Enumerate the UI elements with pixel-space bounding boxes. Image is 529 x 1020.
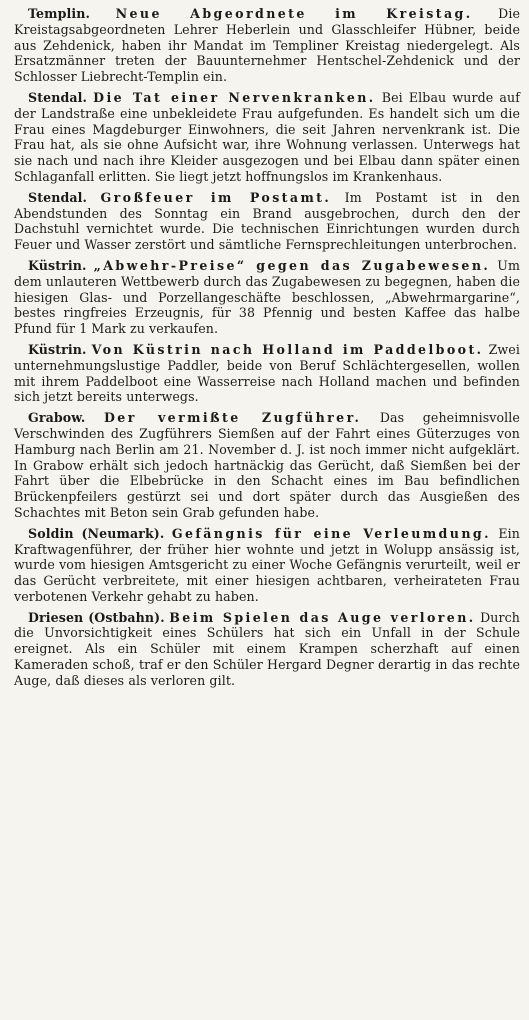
article-body: Um dem unlauteren Wettbewerb durch das Zugabewesen zu begegnen, haben die hiesigen Glas- und Porzellangeschäfte beschlossen, „Abwehrmargarine“, bestes ringfreies Erzeugnis, für 38 Pfennig und besten Kaffee das halbe Pfund für 1 Mark zu verkaufen. — [14, 257, 521, 337]
article-place: Küstrin. — [28, 341, 87, 357]
article-headline: Die Tat einer Nervenkranken. — [93, 89, 376, 105]
article-headline: Beim Spielen das Auge verloren. — [169, 609, 476, 625]
article-body: Das geheimnisvolle Verschwinden des Zugführers Siemßen auf der Fahrt eines Güterzuges von Hamburg nach Berlin am 21. November d. J. ist noch immer nicht aufgeklärt. In Grabow erhält sich jedoch hartnäckig das Gerücht, daß Siemßen bei der Fahrt über die Elbebrücke in den Schacht eines im Bau befindlichen Brückenpfeilers gestürzt sei und dort später durch das Ausgießen des Schachtes mit Beton sein Grab gefunden habe. — [14, 410, 520, 520]
article-stendal-2 — [14, 190, 520, 253]
news-column — [14, 6, 520, 694]
article-place: Templin. — [28, 6, 90, 21]
article-templin — [14, 6, 520, 85]
article-stendal-1 — [14, 90, 520, 185]
article-headline: „Abwehr-Preise“ gegen das Zugabewesen. — [93, 257, 491, 273]
article-headline: Von Küstrin nach Holland im Paddelboot. — [91, 341, 484, 357]
article-headline: Neue Abgeordnete im Kreistag. — [115, 6, 473, 21]
article-body: Bei Elbau wurde auf der Landstraße eine unbekleidete Frau aufgefunden. Es handelt sich um die Frau eines Magdeburger Einwohners, die seit Jahren nervenkrank ist. Die Frau hat, als sie ohne Aufsicht war, ihre Wohnung verlassen. Unterwegs hat sie nach und nach ihre Kleider ausgezogen und bei Elbau dann später einen Schlaganfall erlitten. Sie liegt jetzt hoffnungslos im Krankenhaus. — [14, 89, 521, 184]
article-driesen — [14, 610, 520, 689]
article-headline: Gefängnis für eine Verleumdung. — [171, 525, 491, 541]
article-place: Soldin (Neumark). — [28, 525, 165, 541]
article-body: Durch die Unvorsichtigkeit eines Schülers hat sich ein Unfall in der Schule ereignet. Als ein Schüler mit einem Krampen scherzhaft auf einen Kameraden schoß, traf er den Schüler Hergard Degner derartig in das rechte Auge, daß dieses als verloren gilt. — [14, 609, 521, 688]
article-place: Stendal. — [28, 89, 88, 105]
article-grabow — [14, 410, 520, 521]
article-body: Die Kreistagsabgeordneten Lehrer Heberlein und Glasschleifer Hübner, beide aus Zehdenick, haben ihr Mandat im Templiner Kreistag niedergelegt. Als Ersatzmänner treten der Bauunternehmer Hentschel-Zehdenick und der Schlosser Liebrecht-Templin ein. — [14, 6, 521, 85]
article-body: Zwei unternehmungslustige Paddler, beide von Beruf Schlächtergesellen, wollen mit ihrem Paddelboot eine Wasserreise nach Holland machen und befinden sich jetzt bereits unterwegs. — [14, 341, 520, 405]
article-kuestrin-2 — [14, 342, 520, 405]
article-body: Im Postamt ist in den Abendstunden des Sonntag ein Brand ausgebrochen, durch den der Dachstuhl vernichtet wurde. Die technischen Einrichtungen wurden durch Feuer und Wasser zerstört und sämtliche Fernsprechleitungen unterbrochen. — [14, 189, 521, 253]
article-soldin — [14, 526, 520, 605]
article-place: Stendal. — [28, 189, 88, 205]
article-body: Ein Kraftwagenführer, der früher hier wohnte und jetzt in Wolupp ansässig ist, wurde vom hiesigen Amtsgericht zu einer Woche Gefängnis verurteilt, weil er das Gerücht verbreitete, mit einer hiesigen achtbaren, verheirateten Frau verbotenen Verkehr gehabt zu haben. — [14, 525, 520, 604]
article-kuestrin-1 — [14, 258, 520, 337]
article-headline: Der vermißte Zugführer. — [103, 410, 362, 426]
article-place: Grabow. — [28, 410, 86, 426]
article-headline: Großfeuer im Postamt. — [100, 189, 332, 205]
article-place: Driesen (Ostbahn). — [28, 609, 165, 625]
article-place: Küstrin. — [28, 257, 87, 273]
